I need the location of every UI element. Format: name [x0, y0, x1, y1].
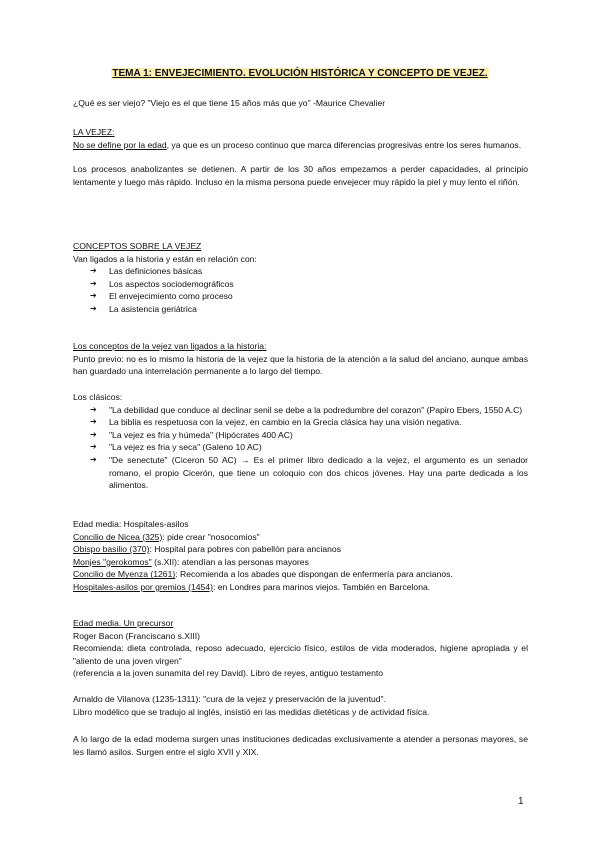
vejez-paragraph-2: Los procesos anabolizantes se detienen. A partir de los 30 años empezamos a perder capacidades, al principio lentamente y luego más rápido. Incluso en la misma persona puede envejecer muy rápido la piel y muy lento el riñón.: [73, 164, 528, 187]
list-item: [73, 568, 528, 581]
item-text: : en Londres para marinos viejos. También en Barcelona.: [212, 581, 431, 592]
list-item: ➔ La asistencia geriátrica: [73, 303, 528, 316]
list-item: [73, 543, 528, 556]
arnaldo-line-1: Arnaldo de Vilanova (1235-1311): "cura de la vejez y preservación de la juventud".: [73, 694, 386, 704]
vejez-p1-rest: , ya que es un proceso continuo que marca diferencias progresivas entre los seres humanos.: [166, 139, 522, 150]
item-label: Hospitales-asilos por gremios (1454): [73, 581, 213, 592]
list-item: [73, 556, 528, 569]
list-item: ➔ "La debilidad que conduce al declinar senil se debe a la podredumbre del corazon" (Papiro Ebers, 1550 A.C): [73, 404, 528, 417]
section-historia: [73, 340, 528, 378]
section-precursor: [73, 617, 528, 680]
list-item: [73, 581, 528, 594]
list-item: ➔ Los aspectos sociodemográficos: [73, 278, 528, 291]
item-text: (s.XII): atendían a las personas mayores: [151, 556, 309, 567]
precursor-recomienda: Recomienda: dieta controlada, reposo adecuado, ejercicio físico, estilos de vida moderados, higiene apropiada y el "aliento de una joven virgen": [73, 643, 528, 666]
list-item: ➔ El envejecimiento como proceso: [73, 290, 528, 303]
section-arnaldo: [73, 693, 528, 718]
list-item: ➔ "La vejez es fria y seca" (Galeno 10 AC): [73, 441, 528, 454]
conceptos-heading: CONCEPTOS SOBRE LA VEJEZ: [73, 241, 202, 251]
item-label: Concilio de Nicea (325): [73, 531, 163, 542]
document-title: [0, 68, 600, 79]
item-text: : Recomienda a los abades que dispongan de enfermería para ancianos.: [175, 569, 453, 580]
section-clasicos: [73, 391, 528, 492]
clasicos-list: [73, 404, 528, 492]
section-vejez: [73, 126, 528, 188]
item-text: : pide crear "nosocomios": [162, 531, 260, 542]
title-text: TEMA 1: ENVEJECIMIENTO. EVOLUCIÓN HISTÓRICA Y CONCEPTO DE VEJEZ.: [112, 68, 488, 79]
historia-heading: Los conceptos de la vejez van ligados a la historia:: [73, 341, 267, 351]
precursor-name: Roger Bacon (Franciscano s.XIII): [73, 630, 201, 641]
conceptos-list: [73, 265, 528, 315]
page-number: 1: [518, 796, 524, 807]
vejez-heading: LA VEJEZ:: [73, 127, 115, 137]
edad-media-heading: Edad media: Hospitales-asilos: [73, 519, 189, 529]
item-label: Concilio de Myenza (1261): [73, 569, 176, 580]
conceptos-intro: Van ligados a la historia y están en relación con:: [73, 253, 257, 264]
list-item: ➔ "De senectute" (Ciceron 50 AC) → Es el primer libro dedicado a la vejez, el argumento es un senador romano, el propio Cicerón, que tiene un coloquio con dos chicos jóvenes. Hay una parte dedicada a los alimentos.: [73, 454, 528, 492]
historia-text: Punto previo: no es lo mismo la historia de la vejez que la historia de la atención a la salud del anciano, aunque ambas han guardado una interrelación permanente a lo largo del tiempo.: [73, 353, 528, 377]
final-paragraph: A lo largo de la edad moderna surgen unas instituciones dedicadas exclusivamente a atender a personas mayores, se les llamó asilos. Surgen entre el siglo XVII y XIX.: [73, 734, 528, 757]
section-conceptos: [73, 240, 528, 316]
list-item: ➔ La biblia es respetuosa con la vejez, en cambio en la Grecia clásica hay una visión negativa.: [73, 416, 528, 429]
list-item: [73, 531, 528, 544]
precursor-referencia: (referencia a la joven sunamita del rey David). Libro de reyes, antiguo testamento: [73, 668, 384, 679]
item-label: Obispo basilio (370): [73, 544, 150, 555]
vejez-p1-underlined: No se define por la edad: [73, 139, 167, 150]
clasicos-heading: Los clásicos:: [73, 392, 123, 402]
list-item: ➔ Las definiciones básicas: [73, 265, 528, 278]
intro-quote: ¿Qué es ser viejo? "Viejo es el que tiene 15 años más que yo" -Maurice Chevalier: [73, 98, 386, 108]
section-edad-media: [73, 518, 528, 594]
item-label: Monjes "gerokomos": [73, 556, 152, 567]
vejez-paragraph-1: [73, 139, 528, 152]
arnaldo-line-2: Libro modélico que se tradujo al inglés, insistió en las medidas dietéticas y de actividad física.: [73, 706, 430, 717]
list-item: ➔ "La vejez es fria y húmeda" (Hipócrates 400 AC): [73, 429, 528, 442]
precursor-heading: Edad media. Un precursor: [73, 618, 174, 628]
item-text: : Hospital para pobres con pabellón para ancianos: [149, 544, 342, 555]
